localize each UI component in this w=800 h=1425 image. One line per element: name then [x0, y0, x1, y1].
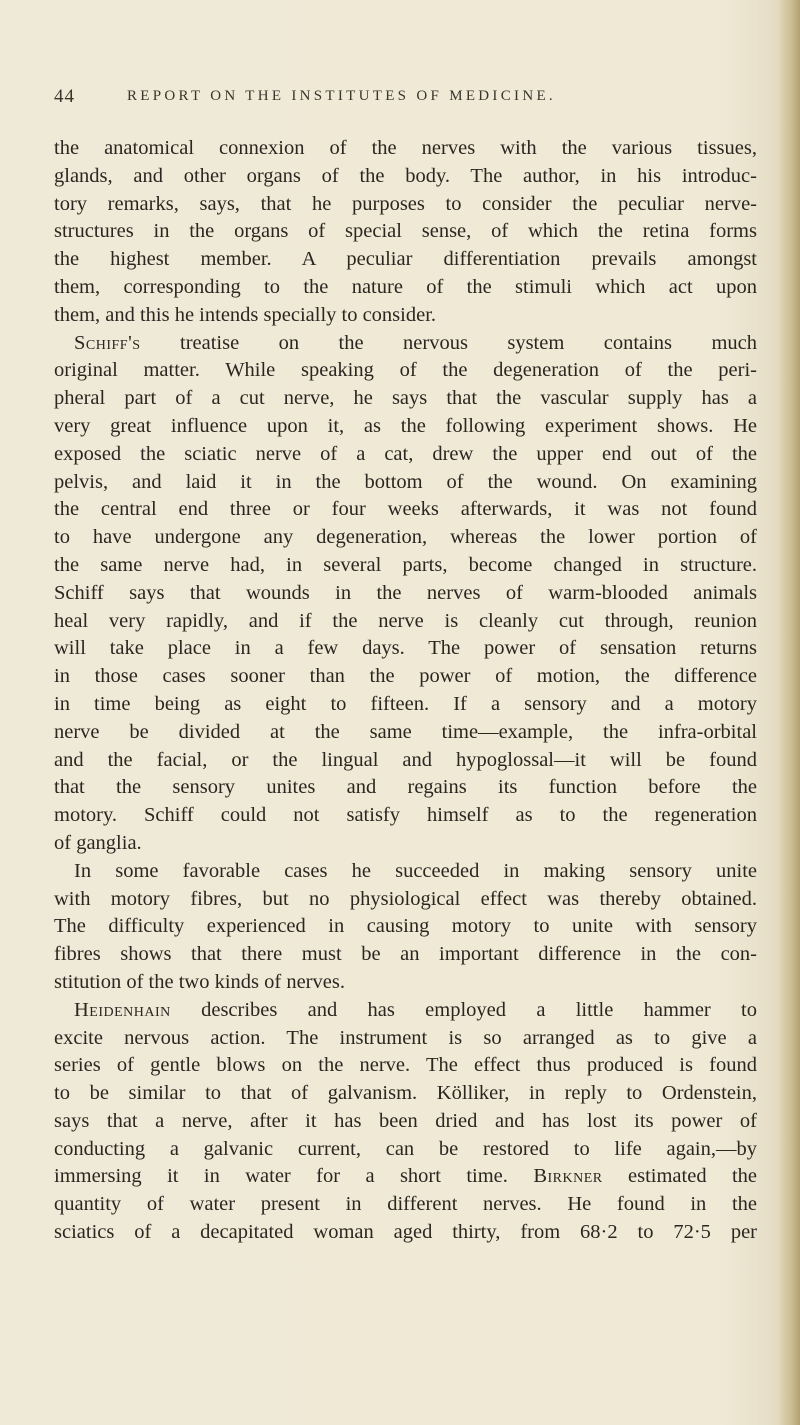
text-line: very great influence upon it, as the following experiment shows. He [54, 414, 757, 437]
text-line: to be similar to that of galvanism. Kölliker, in reply to Ordenstein, [54, 1082, 757, 1105]
body-text [54, 135, 757, 1247]
text-line: that the sensory unites and regains its function before the [54, 776, 757, 799]
text-line: pheral part of a cut nerve, he says that the vascular supply has a [54, 387, 757, 410]
author-name-schiff: Schiff's [74, 331, 141, 354]
text-line: them, corresponding to the nature of the stimuli which act upon [54, 275, 757, 298]
text-line: and the facial, or the lingual and hypoglossal—it will be found [54, 748, 757, 771]
text-line: in time being as eight to fifteen. If a sensory and a motory [54, 692, 757, 715]
text-line-rest: treatise on the nervous system contains much [180, 331, 758, 354]
text-line: the same nerve had, in several parts, become changed in structure. [54, 553, 757, 576]
text-line: with motory fibres, but no physiological effect was thereby obtained. [54, 887, 757, 910]
text-line: stitution of the two kinds of nerves. [54, 970, 345, 993]
text-line: exposed the sciatic nerve of a cat, drew the upper end out of the [54, 442, 757, 465]
author-name-heidenhain: Heidenhain [74, 998, 171, 1021]
text-line: In some favorable cases he succeeded in making sensory unite [74, 859, 757, 882]
page-edge-shadow [778, 0, 800, 1425]
text-line: nerve be divided at the same time—example, the infra-orbital [54, 720, 757, 743]
text-line: tory remarks, says, that he purposes to consider the peculiar nerve- [54, 192, 757, 215]
text-line: them, and this he intends specially to consider. [54, 303, 437, 326]
text-line: The difficulty experienced in causing motory to unite with sensory [54, 915, 757, 938]
text-line: structures in the organs of special sense, of which the retina forms [54, 220, 757, 243]
text-line: excite nervous action. The instrument is so arranged as to give a [54, 1026, 757, 1049]
page-header [54, 86, 754, 110]
text-line: the anatomical connexion of the nerves with the various tissues, [54, 137, 757, 159]
author-name-birkner: Birkner [533, 1165, 603, 1188]
text-line: Schiff says that wounds in the nerves of warm-blooded animals [54, 581, 757, 604]
text-line: the central end three or four weeks afterwards, it was not found [54, 498, 757, 521]
text-line [54, 997, 757, 1025]
text-line: conducting a galvanic current, can be restored to life again,—by [54, 1137, 757, 1160]
text-line: series of gentle blows on the nerve. The effect thus produced is found [54, 1054, 757, 1077]
text-line: fibres shows that there must be an important difference in the con- [54, 943, 757, 966]
text-line: sciatics of a decapitated woman aged thirty, from 68·2 to 72·5 per [54, 1221, 757, 1244]
text-line: says that a nerve, after it has been dried and has lost its power of [54, 1109, 757, 1132]
text-line: to have undergone any degeneration, whereas the lower portion of [54, 526, 757, 549]
text-line-rest: describes and has employed a little hammer to [201, 998, 757, 1021]
text-line: pelvis, and laid it in the bottom of the wound. On examining [54, 470, 757, 493]
text-line: glands, and other organs of the body. The author, in his introduc- [54, 164, 757, 187]
text-line: will take place in a few days. The power of sensation returns [54, 637, 757, 660]
text-line: quantity of water present in different nerves. He found in the [54, 1193, 757, 1216]
text-line-start: immersing it in water for a short time. [54, 1165, 508, 1188]
text-line: in those cases sooner than the power of motion, the difference [54, 665, 757, 688]
text-line: motory. Schiff could not satisfy himself as to the regeneration [54, 804, 757, 827]
page-number: 44 [54, 86, 75, 107]
text-line-rest: estimated the [628, 1165, 758, 1188]
text-line: the highest member. A peculiar differentiation prevails amongst [54, 248, 757, 271]
running-head: REPORT ON THE INSTITUTES OF MEDICINE. [127, 88, 556, 104]
text-line: original matter. While speaking of the degeneration of the peri- [54, 359, 757, 382]
text-line [54, 1163, 757, 1191]
text-line: heal very rapidly, and if the nerve is cleanly cut through, reunion [54, 609, 757, 632]
text-line [54, 330, 757, 358]
text-line: of ganglia. [54, 831, 142, 854]
